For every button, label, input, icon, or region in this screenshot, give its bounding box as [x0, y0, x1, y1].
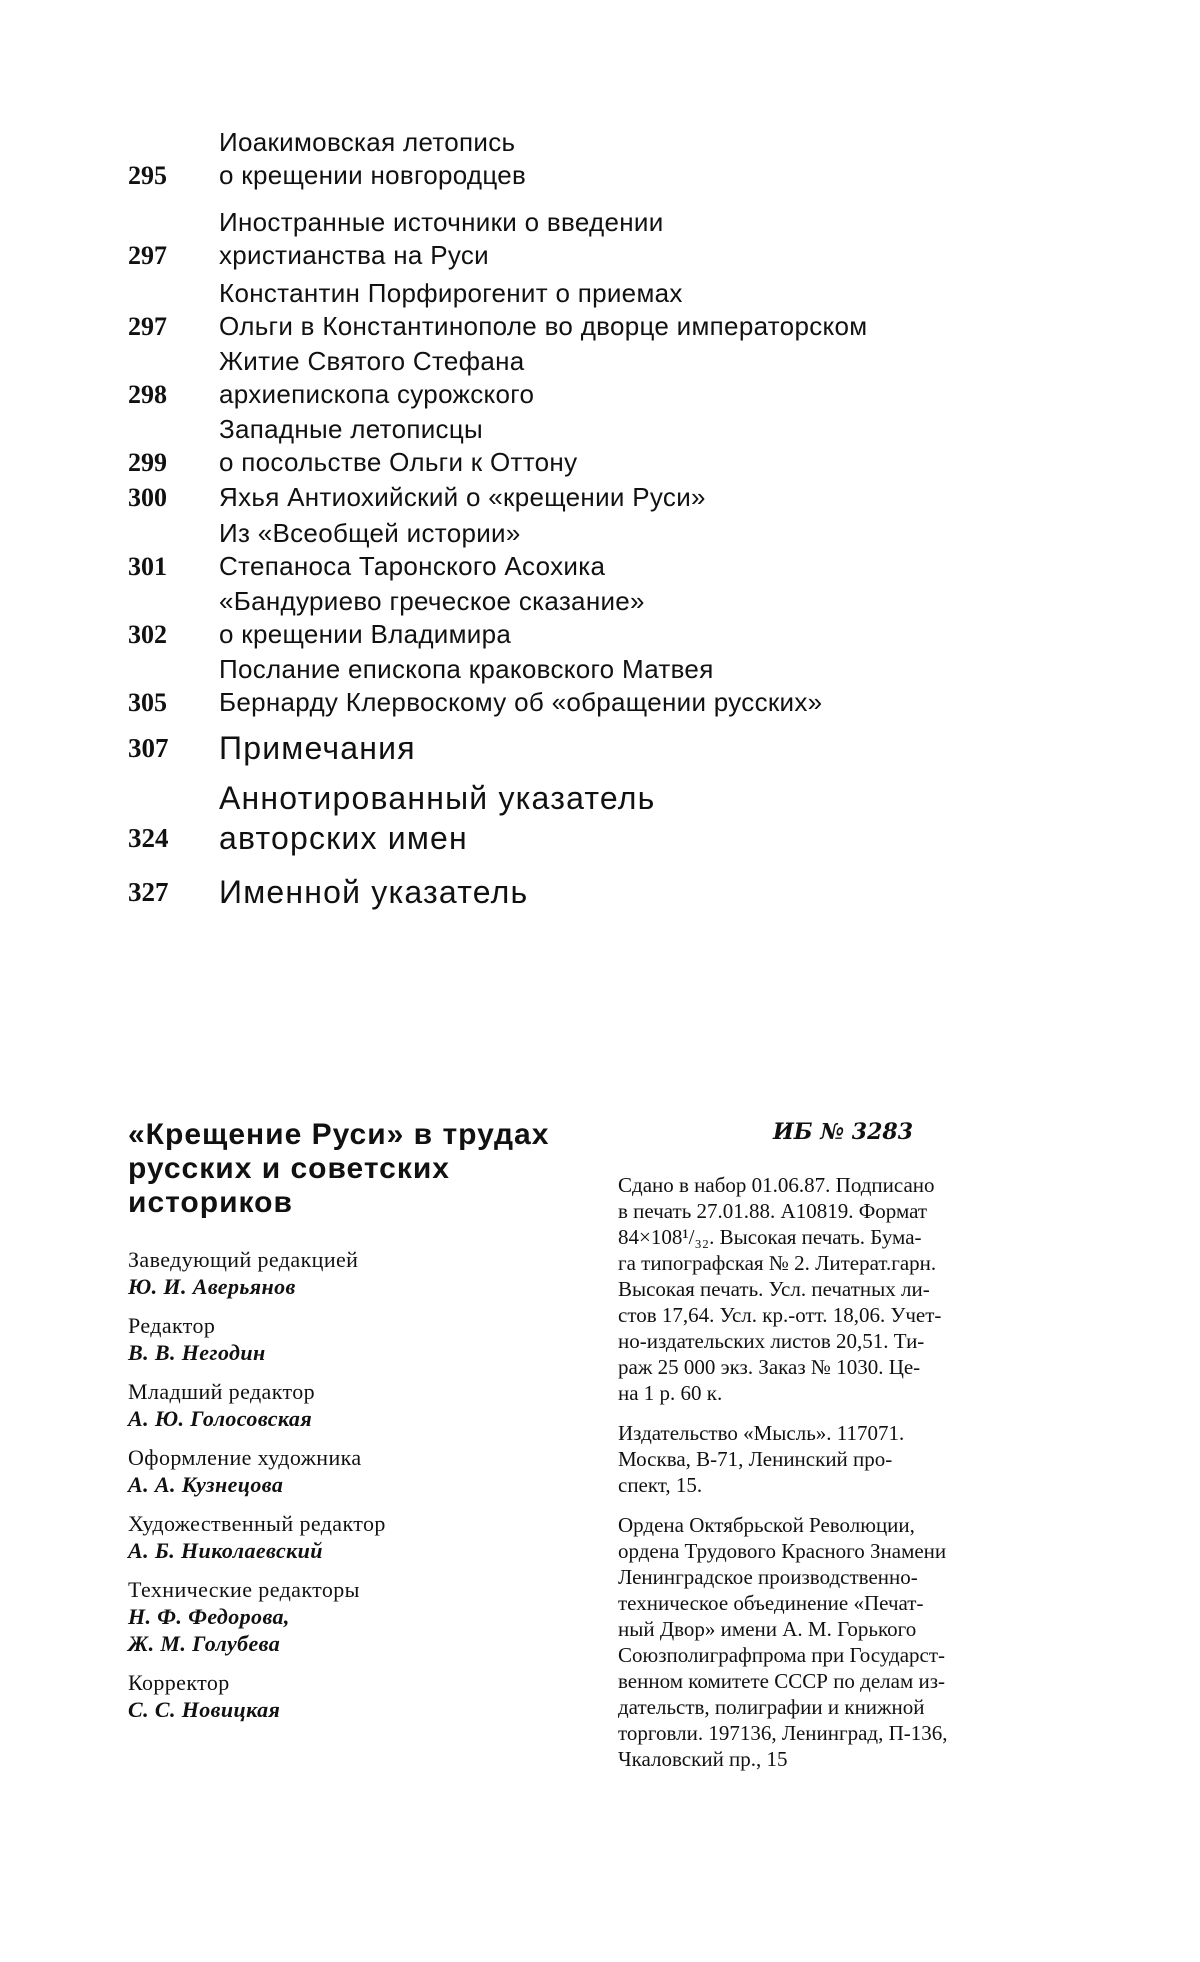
credit-role: Младший редактор — [128, 1379, 316, 1404]
credit-entry — [128, 1312, 628, 1366]
print-details-line: Сдано в набор 01.06.87. Подписано — [618, 1173, 935, 1197]
book-title-line: русских и советских — [128, 1152, 450, 1185]
toc-page-number: 299 — [128, 448, 167, 477]
printer-line: торговли. 197136, Ленинград, П-136, — [618, 1721, 948, 1745]
credit-entry — [128, 1576, 628, 1657]
toc-page-number: 327 — [128, 877, 169, 907]
credit-name: А. Ю. Голосовская — [128, 1406, 313, 1431]
toc-entry-title: Яхья Антиохийский о «крещении Руси» — [219, 482, 706, 512]
credit-name: А. Б. Николаевский — [128, 1538, 323, 1563]
toc-entry-title: Аннотированный указатель — [219, 780, 656, 816]
toc-entry-title: Западные летописцы — [219, 414, 484, 444]
toc-entry-title: Примечания — [219, 730, 416, 766]
toc-page-number: 302 — [128, 620, 167, 649]
printer-line: Чкаловский пр., 15 — [618, 1747, 788, 1771]
print-details-line: Высокая печать. Усл. печатных ли- — [618, 1277, 930, 1301]
print-details-line: 84×108¹/₃₂. Высокая печать. Бума- — [618, 1225, 922, 1249]
toc-page-number: 300 — [128, 483, 167, 512]
toc-page-number: 298 — [128, 380, 167, 409]
toc-page-number: 324 — [128, 823, 169, 853]
toc-page-number: 305 — [128, 688, 167, 717]
print-details-line: но-издательских листов 20,51. Ти- — [618, 1329, 925, 1353]
toc-entry-title: Бернарду Клервоскому об «обращении русских» — [219, 687, 823, 717]
printer-line: дательств, полиграфии и книжной — [618, 1695, 925, 1719]
credit-role: Оформление художника — [128, 1445, 362, 1470]
printer-line: Ленинградское производственно- — [618, 1565, 918, 1589]
book-title-line: «Крещение Руси» в трудах — [128, 1118, 550, 1151]
credit-name: Ю. И. Аверьянов — [128, 1274, 296, 1299]
imprint-details — [618, 1118, 1068, 1786]
credit-entry — [128, 1378, 628, 1432]
imprint-credits — [128, 1118, 628, 1735]
credit-name: В. В. Негодин — [128, 1340, 266, 1365]
publisher-line: Издательство «Мысль». 117071. — [618, 1421, 905, 1445]
print-details-line: раж 25 000 экз. Заказ № 1030. Це- — [618, 1355, 921, 1379]
printer-address — [618, 1512, 1068, 1772]
credit-name: С. С. Новицкая — [128, 1697, 281, 1722]
print-details — [618, 1172, 1068, 1406]
printer-line: ный Двор» имени А. М. Горького — [618, 1617, 917, 1641]
publisher-address — [618, 1420, 1068, 1498]
toc-page-number: 307 — [128, 733, 169, 763]
book-title — [128, 1118, 628, 1220]
toc-entry-title: Степаноса Таронского Асохика — [219, 551, 606, 581]
print-details-line: в печать 27.01.88. А10819. Формат — [618, 1199, 928, 1223]
print-details-line: га типографская № 2. Литерат.гарн. — [618, 1251, 937, 1275]
toc-entry-title: о крещении новгородцев — [219, 160, 527, 190]
publisher-line: спект, 15. — [618, 1473, 703, 1497]
toc-entry-title: Житие Святого Стефана — [219, 346, 525, 376]
toc-entry-title: Константин Порфирогенит о приемах — [219, 278, 683, 308]
credit-entry — [128, 1246, 628, 1300]
printer-line: Ордена Октябрьской Революции, — [618, 1513, 915, 1537]
toc-page-number: 301 — [128, 552, 167, 581]
toc-entry-title: Из «Всеобщей истории» — [219, 518, 521, 548]
credit-name: Ж. М. Голубева — [128, 1631, 281, 1656]
book-title-line: историков — [128, 1186, 293, 1219]
toc-entry-title: Ольги в Константинополе во дворце императорском — [219, 311, 868, 341]
credit-name: Н. Ф. Федорова, — [128, 1604, 290, 1629]
publisher-line: Москва, В-71, Ленинский про- — [618, 1447, 893, 1471]
toc-entry-title: Послание епископа краковского Матвея — [219, 654, 714, 684]
print-details-line: на 1 р. 60 к. — [618, 1381, 723, 1405]
toc-entry-title: христианства на Руси — [219, 240, 489, 270]
credit-role: Заведующий редакцией — [128, 1247, 359, 1272]
toc-page-number: 297 — [128, 241, 167, 270]
toc-entry-title: Иоакимовская летопись — [219, 127, 516, 157]
credit-entry — [128, 1669, 628, 1723]
printer-line: ордена Трудового Красного Знамени — [618, 1539, 947, 1563]
printer-line: техническое объединение «Печат- — [618, 1591, 924, 1615]
toc-page-number: 297 — [128, 312, 167, 341]
print-details-line: стов 17,64. Усл. кр.-отт. 18,06. Учет- — [618, 1303, 942, 1327]
credit-name: А. А. Кузнецова — [128, 1472, 284, 1497]
toc-entry-title: архиепископа сурожского — [219, 379, 535, 409]
toc-entry-title: о крещении Владимира — [219, 619, 512, 649]
toc-entry-title: о посольстве Ольги к Оттону — [219, 447, 578, 477]
toc-entry-title: Именной указатель — [219, 874, 529, 910]
ib-number: ИБ № 3283 — [772, 1119, 914, 1145]
printer-line: венном комитете СССР по делам из- — [618, 1669, 946, 1693]
credit-role: Корректор — [128, 1670, 230, 1695]
credit-entry — [128, 1510, 628, 1564]
toc-entry-title: авторских имен — [219, 820, 468, 856]
toc-page-number: 295 — [128, 161, 167, 190]
credit-role: Художественный редактор — [128, 1511, 386, 1536]
toc-entry-title: «Бандуриево греческое сказание» — [219, 586, 645, 616]
credit-role: Редактор — [128, 1313, 216, 1338]
printer-line: Союзполиграфпрома при Государст- — [618, 1643, 946, 1667]
credit-role: Технические редакторы — [128, 1577, 360, 1602]
toc-entry-title: Иностранные источники о введении — [219, 207, 664, 237]
credit-entry — [128, 1444, 628, 1498]
